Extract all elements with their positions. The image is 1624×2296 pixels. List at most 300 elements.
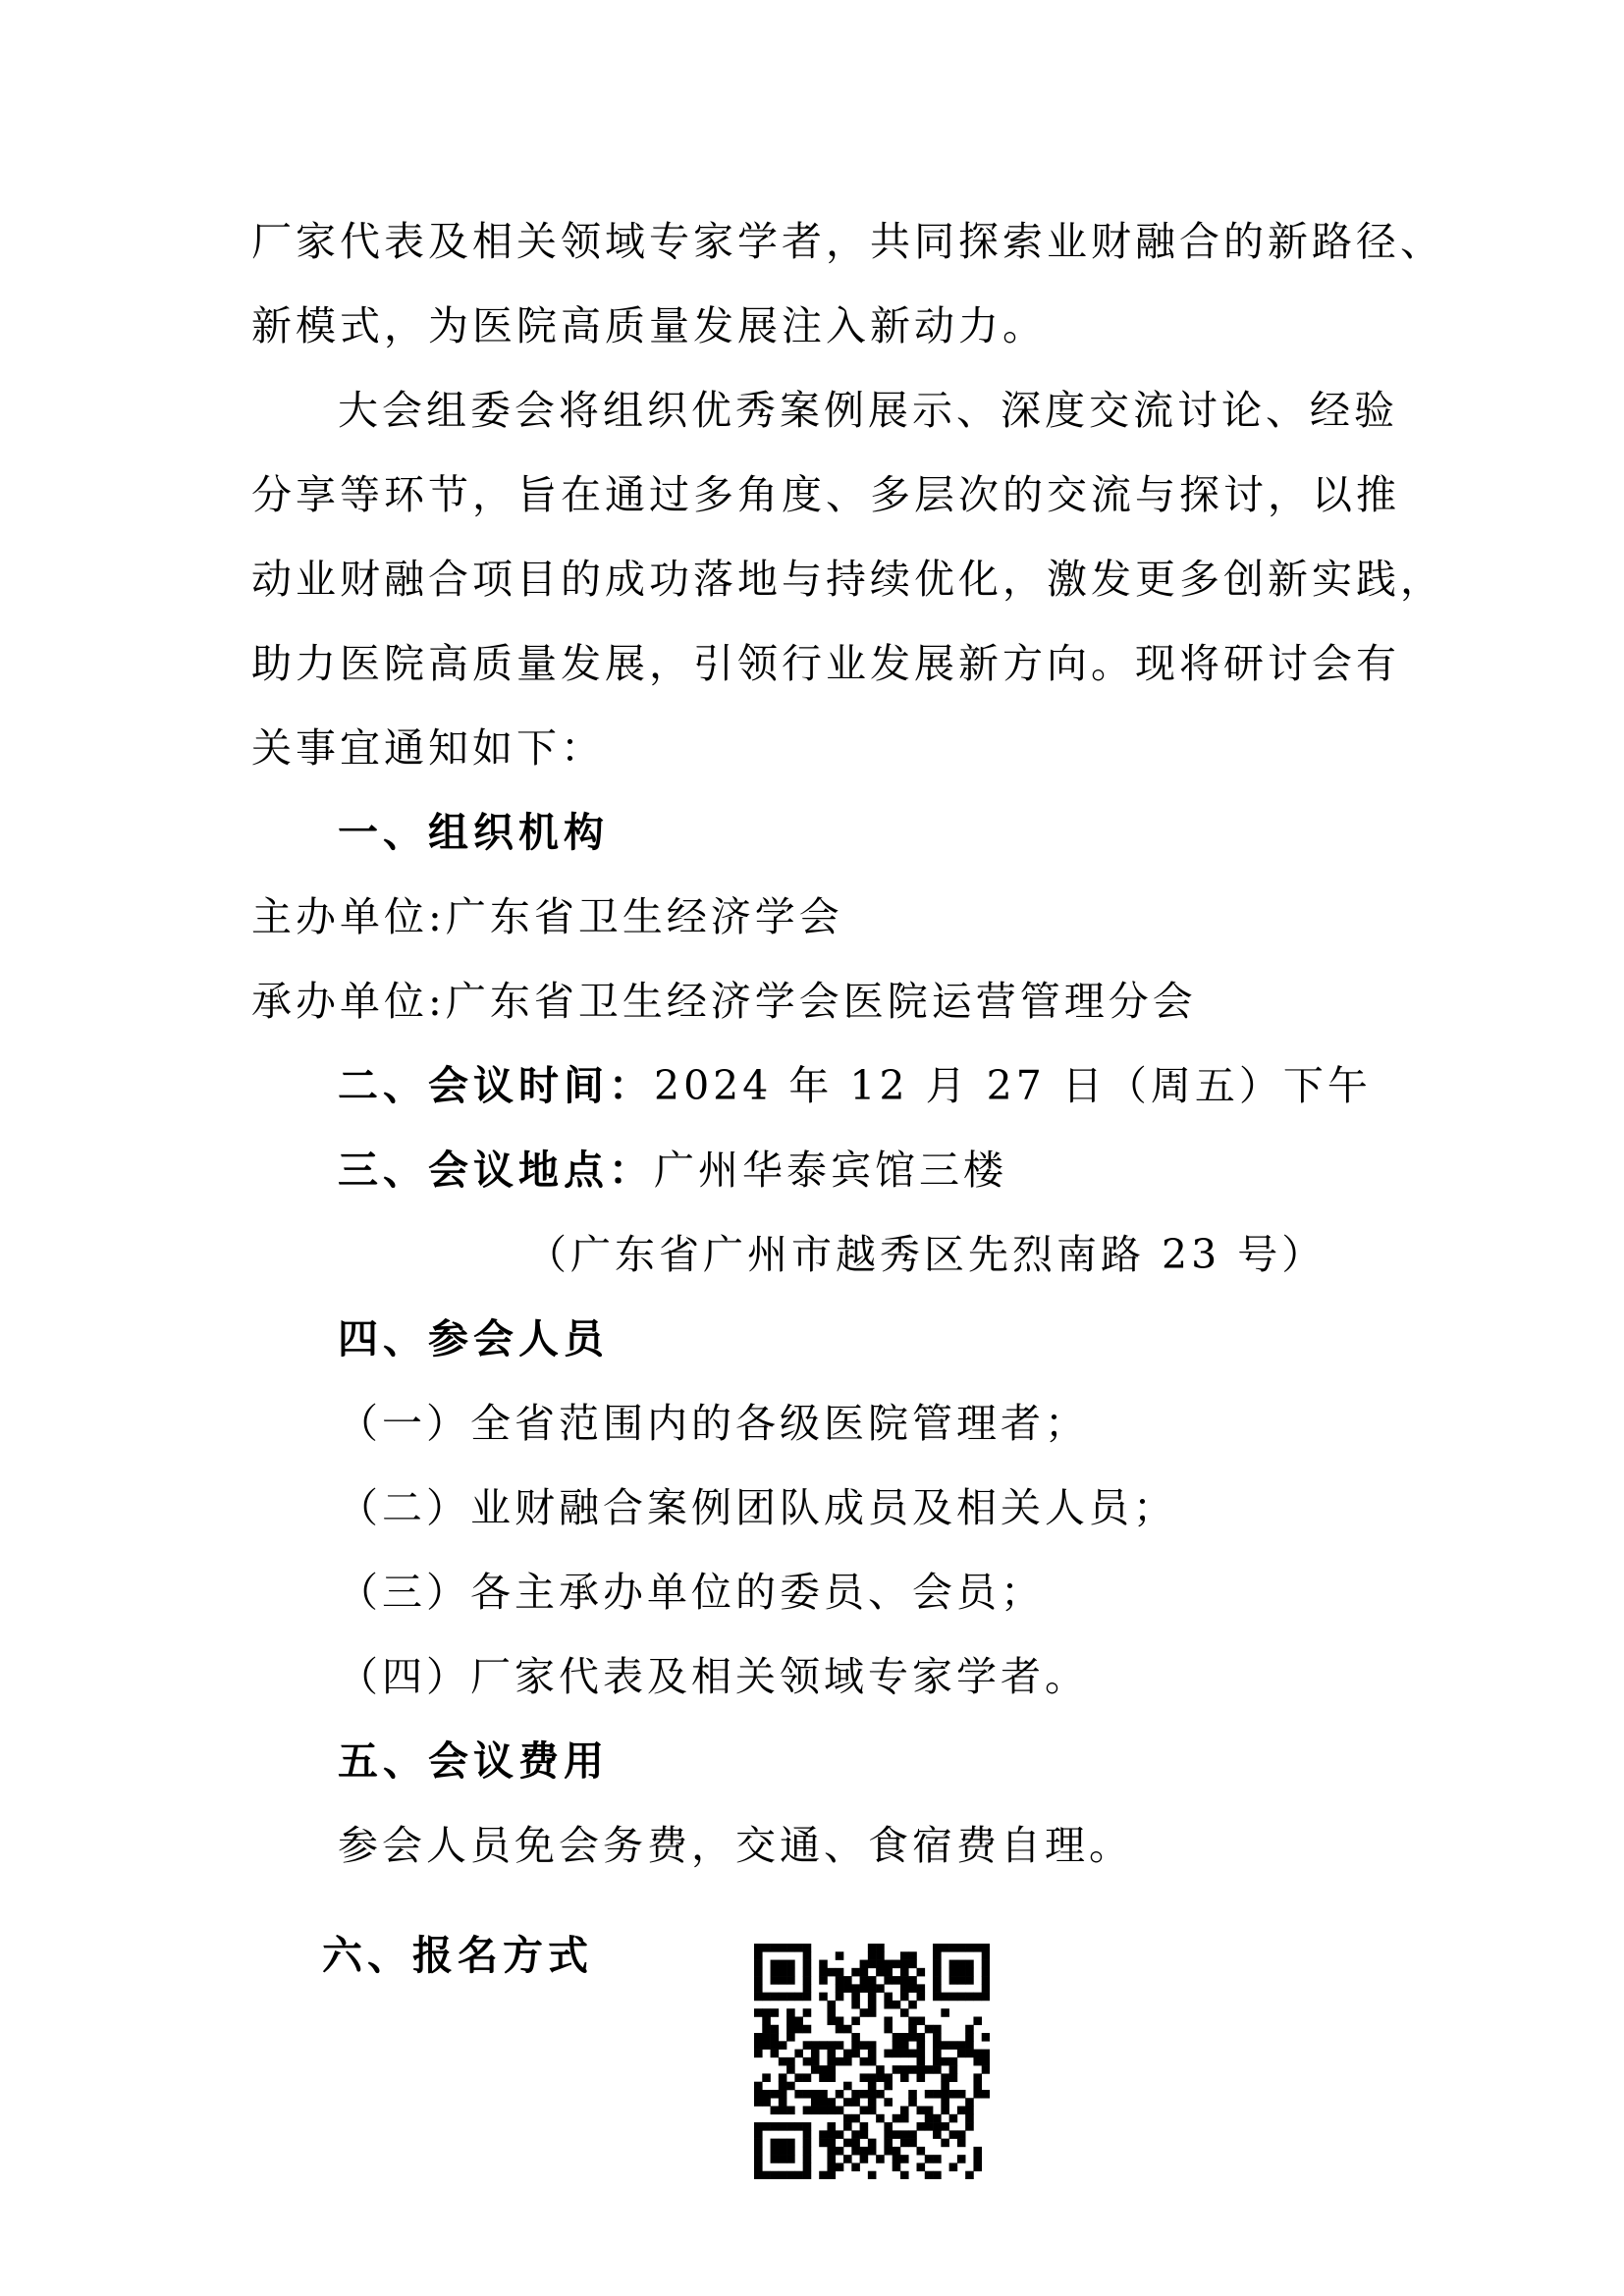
qr-module [957,1993,966,2002]
qr-module [982,2050,990,2058]
qr-module [786,2139,795,2148]
qr-module [860,2155,869,2163]
qr-module [803,2139,812,2148]
qr-module [900,1968,909,1977]
qr-module [843,2114,852,2123]
qr-module [876,1944,885,1952]
qr-module [876,1951,885,1960]
qr-module [973,2016,982,2025]
qr-module [771,2033,780,2042]
qr-module [819,2098,828,2107]
qr-module [754,1960,763,1969]
qr-module [908,2033,917,2042]
qr-module [884,2139,893,2148]
qr-module [779,2147,787,2156]
qr-module [933,1951,942,1960]
attendee-item: （二）业财融合案例团队成员及相关人员； [338,1484,1177,1531]
qr-module [908,2090,917,2099]
qr-module [941,2041,949,2050]
qr-module [908,2139,917,2148]
qr-module [786,2008,795,2017]
qr-module [933,2155,942,2163]
qr-module [965,2025,974,2034]
qr-module [917,2073,926,2082]
qr-module [803,1984,812,1993]
meeting-venue-value: 广州华泰宾馆三楼 [654,1147,1007,1194]
qr-module [836,1993,844,2002]
qr-module [868,2139,877,2148]
qr-module [917,2033,926,2042]
qr-module [771,1960,780,1969]
qr-module [786,1976,795,1985]
qr-module [900,2171,909,2179]
qr-module [843,2050,852,2058]
qr-module [982,1984,990,1993]
qr-module [860,1976,869,1985]
paragraph-line: 动业财融合项目的成功落地与持续优化，激发更多创新实践， [251,556,1444,603]
qr-module [917,2107,926,2115]
qr-module [860,1968,869,1977]
qr-module [836,2130,844,2139]
qr-module [900,2033,909,2042]
qr-module [941,2098,949,2107]
qr-module [957,1960,966,1969]
qr-module [827,2041,836,2050]
qr-module [754,2147,763,2156]
qr-module [836,2057,844,2066]
qr-module [957,1976,966,1985]
qr-module [754,2122,763,2131]
qr-module [803,2090,812,2099]
qr-module [893,2147,901,2156]
qr-module [876,1968,885,1977]
qr-module [900,1960,909,1969]
qr-module [949,2114,958,2123]
qr-module [771,1968,780,1977]
qr-module [819,2090,828,2099]
qr-module [965,1976,974,1985]
qr-module [819,1976,828,1985]
attendee-item: （三）各主承办单位的委员、会员； [338,1569,1045,1616]
qr-module [917,2163,926,2171]
qr-module [908,2098,917,2107]
qr-module [851,2033,860,2042]
qr-module [965,1993,974,2002]
qr-module [893,2041,901,2050]
host-unit: 主办单位:广东省卫生经济学会 [251,893,843,940]
qr-module [949,2057,958,2066]
qr-module [771,1993,780,2002]
qr-module [982,2033,990,2042]
qr-module [836,2147,844,2156]
qr-module [762,2090,771,2099]
qr-module [843,2122,852,2131]
qr-module [762,2041,771,2050]
qr-module [917,1968,926,1977]
qr-module [973,1944,982,1952]
qr-module [803,2041,812,2050]
qr-module [933,2090,942,2099]
qr-module [811,2098,820,2107]
qr-module [803,2171,812,2179]
qr-module [762,2171,771,2179]
qr-module [900,2008,909,2017]
qr-module [794,2122,803,2131]
qr-module [933,1944,942,1952]
qr-module [893,2001,901,2009]
qr-module [819,2171,828,2179]
qr-module [786,2171,795,2179]
qr-module [843,1984,852,1993]
qr-module [876,2090,885,2099]
qr-module [933,2130,942,2139]
qr-module [794,2073,803,2082]
qr-module [925,2114,934,2123]
qr-module [868,1993,877,2002]
qr-module [941,1993,949,2002]
qr-module [811,2107,820,2115]
qr-module [884,1968,893,1977]
qr-module [771,2025,780,2034]
qr-module [762,2016,771,2025]
qr-module [957,2107,966,2115]
qr-module [754,2090,763,2099]
section-heading-attendees: 四、参会人员 [338,1315,609,1362]
qr-module [900,2139,909,2148]
qr-module [803,2025,812,2034]
qr-module [957,2155,966,2163]
qr-module [900,1984,909,1993]
qr-module [957,1944,966,1952]
qr-module [933,2050,942,2058]
qr-module [941,2107,949,2115]
qr-module [933,1993,942,2002]
qr-module [868,1944,877,1952]
qr-module [917,1993,926,2002]
qr-module [965,1968,974,1977]
qr-module [836,2016,844,2025]
meeting-time-row [338,1056,1372,1115]
qr-module [803,2163,812,2171]
qr-module [803,2057,812,2066]
qr-module [819,2065,828,2074]
qr-module [819,2073,828,2082]
qr-module [754,2050,763,2058]
qr-module [908,2065,917,2074]
qr-module [786,2155,795,2163]
qr-module [754,1984,763,1993]
qr-module [819,2041,828,2050]
qr-module [925,2122,934,2131]
qr-module [884,1976,893,1985]
qr-module [973,2155,982,2163]
qr-module [819,2107,828,2115]
qr-module [779,2082,787,2091]
qr-module [982,2065,990,2074]
qr-module [893,1976,901,1985]
qr-module [925,2107,934,2115]
qr-module [803,2073,812,2082]
qr-module [819,1968,828,1977]
qr-module [771,2107,780,2115]
qr-module [803,1944,812,1952]
qr-module [941,2139,949,2148]
qr-module [803,1951,812,1960]
paragraph-line: 关事宜通知如下： [251,724,605,772]
qr-module [949,2073,958,2082]
qr-module [917,2050,926,2058]
qr-module [982,1960,990,1969]
qr-module [933,2041,942,2050]
qr-module [965,2122,974,2131]
qr-module [811,2041,820,2050]
qr-module [884,2147,893,2156]
qr-module [957,2090,966,2099]
qr-module [827,2122,836,2131]
qr-module [779,2122,787,2131]
qr-module [779,2098,787,2107]
qr-module [843,1976,852,1985]
qr-module [827,2057,836,2066]
qr-module [762,2098,771,2107]
qr-module [803,2130,812,2139]
qr-module [762,2122,771,2131]
qr-module [754,1944,763,1952]
qr-module [933,1960,942,1969]
qr-module [876,1960,885,1969]
registration-qr-code[interactable] [754,1944,990,2179]
qr-module [786,1960,795,1969]
qr-module [917,2065,926,2074]
qr-module [836,1976,844,1985]
qr-module [754,2098,763,2107]
section-heading-venue: 三、会议地点： [338,1147,654,1194]
attendee-item: （一）全省范围内的各级医院管理者； [338,1400,1089,1447]
qr-module [868,2147,877,2156]
qr-module [957,2139,966,2148]
paragraph-line: 分享等环节，旨在通过多角度、多层次的交流与探讨，以推 [251,471,1400,518]
qr-module [811,2057,820,2066]
qr-module [803,1993,812,2002]
qr-module [982,2090,990,2099]
qr-module [786,2016,795,2025]
qr-module [908,2130,917,2139]
qr-module [843,2025,852,2034]
qr-module [811,2090,820,2099]
qr-module [851,2147,860,2156]
qr-module [851,2114,860,2123]
qr-module [957,1968,966,1977]
qr-module [941,1944,949,1952]
qr-module [827,1968,836,1977]
qr-module [876,2065,885,2074]
qr-module [779,2139,787,2148]
qr-module [982,1993,990,2002]
meeting-venue-address: （广东省广州市越秀区先烈南路 23 号） [526,1231,1326,1278]
qr-module [893,2163,901,2171]
qr-module [884,2025,893,2034]
qr-code-image [754,1944,990,2179]
qr-module [893,2065,901,2074]
qr-module [851,1993,860,2002]
qr-module [754,2155,763,2163]
qr-module [843,2098,852,2107]
qr-module [949,1968,958,1977]
qr-module [754,2041,763,2050]
organizer-unit: 承办单位:广东省卫生经济学会医院运营管理分会 [251,978,1197,1025]
qr-module [933,2171,942,2179]
qr-module [973,2050,982,2058]
qr-module [957,2050,966,2058]
qr-module [754,2008,763,2017]
qr-module [819,2139,828,2148]
section-heading-organization: 一、组织机构 [338,809,609,856]
qr-module [900,2041,909,2050]
qr-module [949,1976,958,1985]
qr-module [884,2122,893,2131]
qr-module [908,1951,917,1960]
qr-module [893,2114,901,2123]
qr-module [933,2065,942,2074]
qr-module [779,2073,787,2082]
qr-module [803,1976,812,1985]
qr-module [908,2025,917,2034]
qr-module [827,2147,836,2156]
qr-module [836,1984,844,1993]
qr-module [868,2001,877,2009]
qr-module [908,2016,917,2025]
qr-module [908,1976,917,1985]
qr-module [868,1976,877,1985]
qr-module [827,2107,836,2115]
qr-module [973,2147,982,2156]
qr-module [771,2155,780,2163]
qr-module [941,2122,949,2131]
qr-module [917,2016,926,2025]
qr-module [925,2155,934,2163]
qr-module [982,1951,990,1960]
qr-module [973,1993,982,2002]
qr-module [884,2073,893,2082]
qr-module [754,1951,763,1960]
qr-module [860,1960,869,1969]
qr-module [965,2050,974,2058]
qr-module [803,1968,812,1977]
qr-module [949,2041,958,2050]
qr-module [851,2090,860,2099]
qr-module [762,2008,771,2017]
qr-module [965,2114,974,2123]
qr-module [794,2016,803,2025]
qr-module [957,2041,966,2050]
qr-module [868,2050,877,2058]
qr-module [771,2050,780,2058]
qr-module [860,2122,869,2131]
qr-module [771,2139,780,2148]
qr-module [851,2098,860,2107]
qr-module [843,2082,852,2091]
qr-module [754,2130,763,2139]
qr-module [876,2073,885,2082]
qr-module [851,2050,860,2058]
qr-module [779,2057,787,2066]
paragraph-line: 新模式，为医院高质量发展注入新动力。 [251,302,1047,349]
qr-module [771,2122,780,2131]
qr-module [811,2065,820,2074]
qr-module [884,1960,893,1969]
qr-module [941,2082,949,2091]
qr-module [982,1976,990,1985]
qr-module [933,1976,942,1985]
qr-module [779,1976,787,1985]
qr-module [884,2130,893,2139]
qr-module [843,2057,852,2066]
qr-module [762,2025,771,2034]
qr-module [827,2016,836,2025]
qr-module [786,2025,795,2034]
qr-module [973,2082,982,2091]
qr-module [965,2171,974,2179]
qr-module [900,1993,909,2002]
qr-module [860,1984,869,1993]
qr-module [893,2130,901,2139]
qr-module [836,1968,844,1977]
qr-module [965,2033,974,2042]
qr-module [884,2082,893,2091]
qr-module [836,2025,844,2034]
qr-module [786,1944,795,1952]
qr-module [941,2073,949,2082]
qr-module [827,2171,836,2179]
qr-module [917,2147,926,2156]
meeting-time-value: 2024 年 12 月 27 日（周五）下午 [654,1062,1372,1109]
qr-module [876,2155,885,2163]
qr-module [884,2050,893,2058]
qr-module [762,2033,771,2042]
qr-module [754,2033,763,2042]
qr-module [754,2163,763,2171]
qr-module [779,2107,787,2115]
qr-module [965,2041,974,2050]
qr-module [771,2008,780,2017]
qr-module [900,2065,909,2074]
qr-module [941,2008,949,2017]
qr-module [949,2090,958,2099]
qr-module [900,2114,909,2123]
qr-module [754,2171,763,2179]
qr-module [949,1993,958,2002]
qr-module [803,2107,812,2115]
qr-module [876,1984,885,1993]
qr-module [900,2107,909,2115]
qr-module [771,2090,780,2099]
qr-module [893,2033,901,2042]
qr-module [762,1993,771,2002]
qr-module [900,1976,909,1985]
qr-module [925,2090,934,2099]
section-heading-registration: 六、报名方式 [322,1932,593,1979]
qr-module [860,2008,869,2017]
qr-module [917,1984,926,1993]
qr-module [843,2155,852,2163]
fees-text: 参会人员免会务费，交通、食宿费自理。 [338,1822,1133,1869]
qr-module [925,2025,934,2034]
qr-module [868,1960,877,1969]
qr-module [794,1944,803,1952]
qr-module [794,2171,803,2179]
qr-module [876,2114,885,2123]
qr-module [917,2057,926,2066]
